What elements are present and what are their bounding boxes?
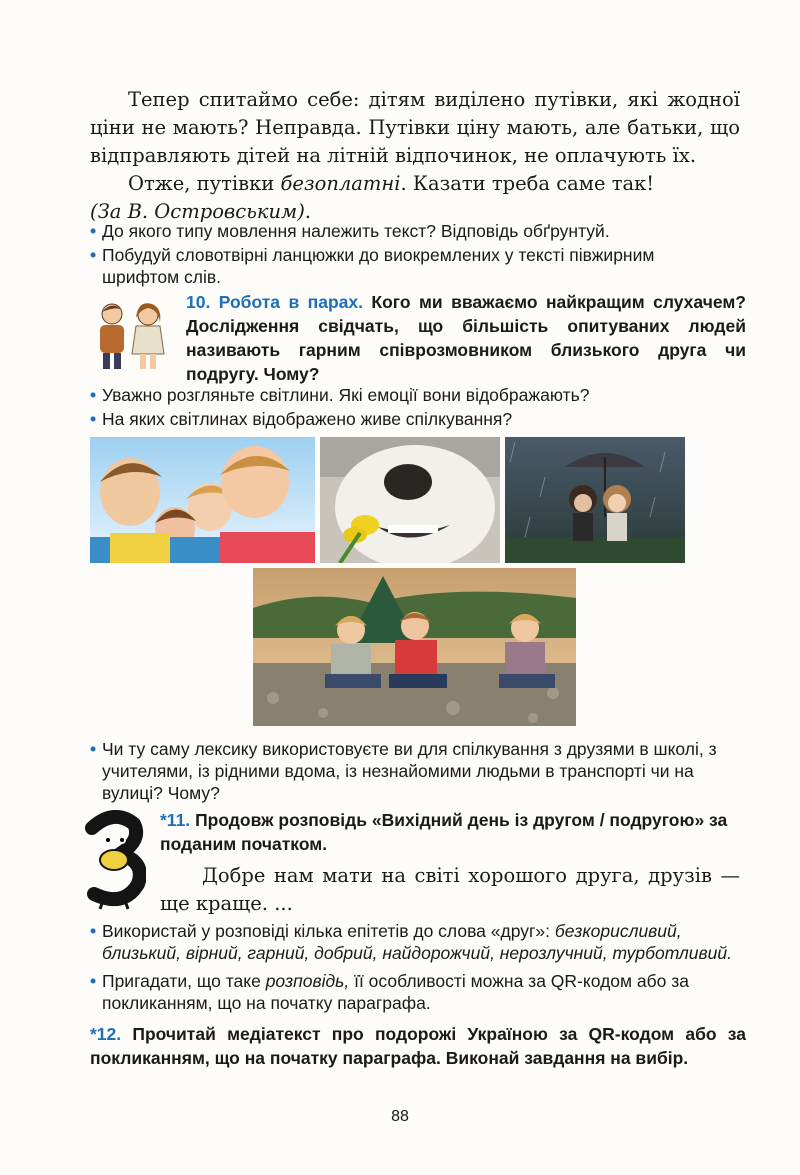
task-11-text: Продовж розповідь «Вихідний день із другом / подругою» за поданим початком.: [160, 810, 728, 854]
page-number: 88: [391, 1108, 409, 1125]
question-text: До якого типу мовлення належить текст? Відповідь обґрунтуй.: [102, 221, 610, 241]
story-question-end: її особливості можна за QR-кодом або за покликанням, що на початку параграфа.: [102, 971, 690, 1013]
task-10: [186, 290, 746, 386]
photo-dog-with-flower: [320, 437, 500, 563]
question-item: [92, 920, 752, 964]
question-list-3: [92, 738, 752, 804]
bullet-icon: •: [90, 245, 97, 265]
bullet-icon: •: [90, 409, 97, 429]
task-11-story-start: Добре нам мати на світі хорошого друга, друзів — ще краще. ...: [160, 864, 740, 915]
bullet-icon: •: [90, 221, 97, 241]
question-item: [92, 220, 752, 242]
photo-kids-under-umbrella: [505, 437, 685, 563]
passage-source-text: (За В. Островським): [90, 200, 305, 223]
question-list-4: [92, 920, 752, 1014]
question-text: Чи ту саму лексику використовуєте ви для спілкування з друзями в школі, з учителями, із рідними вдома, із незнайомими людьми в транспорті чи на вулиці? Чому?: [102, 739, 717, 803]
passage-p2-end: . Казати треба саме так!: [400, 172, 655, 195]
bullet-icon: •: [90, 921, 97, 941]
question-text: Уважно розгляньте світлини. Які емоції вони відображають?: [102, 385, 590, 405]
passage-p2-italic: безоплатні: [280, 172, 401, 195]
bullet-icon: •: [90, 739, 97, 759]
passage-paragraph-1: Тепер спитаймо себе: дітям виділено путівки, які жодної ціни не мають? Неправда. Путівки ціну мають, але батьки, що відправляють дітей на літній відпочинок, не оплачують їх.: [90, 88, 740, 167]
question-list-1: [92, 220, 752, 288]
question-item: [92, 970, 752, 1014]
epithet-question-text: Використай у розповіді кілька епітетів до слова «друг»:: [102, 921, 555, 941]
photo-laughing-children: [90, 437, 315, 563]
creative-task-icon: [84, 810, 146, 910]
passage-text: [90, 86, 740, 226]
passage-paragraph-2: [90, 170, 740, 198]
task-11: [160, 808, 750, 856]
question-item: [92, 738, 752, 804]
question-item: [92, 244, 752, 288]
question-item: [92, 408, 752, 430]
question-list-2: [92, 384, 752, 430]
task-12-number: *12.: [90, 1024, 122, 1044]
question-item: [92, 384, 752, 406]
bullet-icon: •: [90, 385, 97, 405]
task-12-text: Прочитай медіатекст про подорожі Україною за QR-кодом або за покликанням, що на початку параграфа. Виконай завдання на вибір.: [90, 1024, 746, 1068]
story-question-start: Пригадати, що таке: [102, 971, 266, 991]
question-text: Побудуй словотвірні ланцюжки до виокремлених у тексті півжирним шрифтом слів.: [102, 245, 655, 287]
pair-work-icon: [86, 298, 176, 372]
passage-source-end: .: [304, 200, 311, 223]
photo-friends-camping: [253, 568, 576, 726]
bullet-icon: •: [90, 971, 97, 991]
question-text: На яких світлинах відображено живе спілкування?: [102, 409, 513, 429]
story-question-italic: розповідь,: [265, 971, 350, 991]
task-10-text: Кого ми вважаємо найкращим слухачем? Дослідження свідчать, що більшість опитуваних людей називають гарним співрозмовником близького друга чи подругу. Чому?: [186, 292, 746, 384]
task-11-number: *11.: [160, 810, 191, 830]
task-12: [90, 1022, 746, 1070]
epithet-list: безкорисливий, близький, вірний, гарний, добрий, найдорожчий, нерозлучний, турботливий.: [102, 921, 732, 963]
task-10-number: 10. Робота в парах.: [186, 292, 363, 312]
passage-p2-start: Отже, путівки: [128, 172, 281, 195]
